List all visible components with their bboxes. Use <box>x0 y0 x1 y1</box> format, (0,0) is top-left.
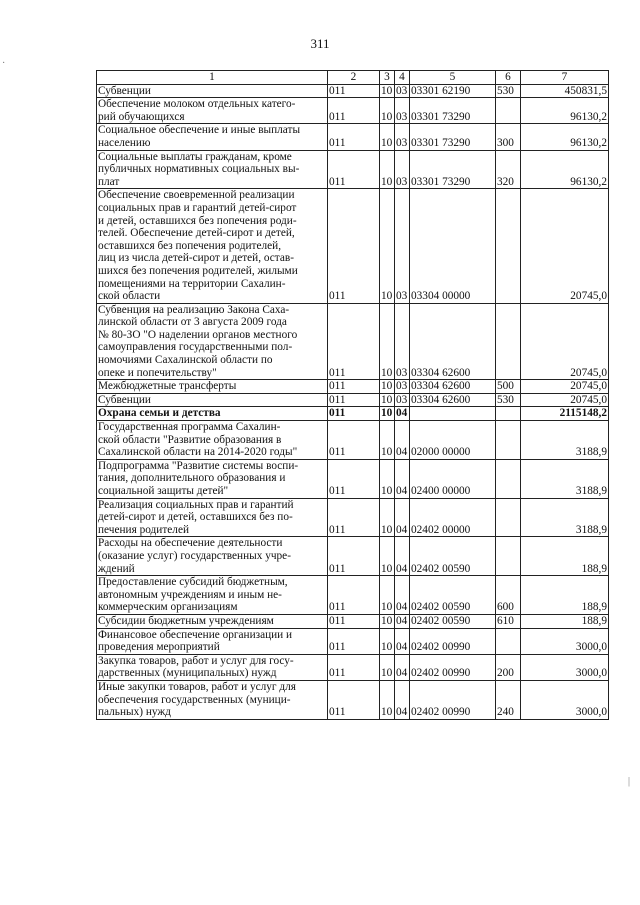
section-code-cell: 10 <box>380 680 395 719</box>
amount-cell: 96130,2 <box>521 98 609 124</box>
subsection-code-cell: 03 <box>395 98 410 124</box>
expense-name-cell <box>97 84 328 98</box>
ministry-code-cell: 011 <box>328 628 380 654</box>
expense-name-line: № 80-ЗО "О наделении органов местного <box>98 328 298 341</box>
subsection-code-cell: 03 <box>395 393 410 407</box>
table-row <box>97 576 609 615</box>
target-article-cell: 02402 00590 <box>410 537 496 576</box>
amount-cell: 20745,0 <box>521 189 609 303</box>
header-row <box>97 71 609 85</box>
target-article-cell: 03301 73290 <box>410 98 496 124</box>
target-article-cell <box>410 407 496 421</box>
expense-name-line: публичных нормативных социальных вы- <box>98 163 300 176</box>
section-code-cell: 10 <box>380 98 395 124</box>
expense-name-cell <box>97 459 328 498</box>
subsection-code-cell: 03 <box>395 380 410 394</box>
expense-name-line: помещениями на территории Сахалин- <box>98 277 286 290</box>
table-row <box>97 537 609 576</box>
expense-name-cell <box>97 393 328 407</box>
subsection-code-cell: 03 <box>395 189 410 303</box>
expense-name-line: плат <box>98 175 120 188</box>
expense-kind-cell <box>496 98 521 124</box>
amount-cell: 96130,2 <box>521 124 609 150</box>
expense-name-line: социальных прав и гарантий детей-сирот <box>98 201 297 214</box>
expense-name-line: Субвенции <box>98 84 151 97</box>
section-code-cell: 10 <box>380 614 395 628</box>
table-body <box>97 84 609 719</box>
expense-name-line: коммерческим организациям <box>98 601 238 614</box>
table-row <box>97 654 609 680</box>
expense-name-line: ской области <box>98 290 161 303</box>
column-header: 1 <box>97 71 328 85</box>
expense-kind-cell <box>496 628 521 654</box>
subsection-code-cell: 03 <box>395 84 410 98</box>
expense-name-line: Подпрограмма "Развитие системы воспи- <box>98 459 299 472</box>
expense-name-line: населению <box>98 136 151 149</box>
table-row <box>97 459 609 498</box>
target-article-cell: 02402 00990 <box>410 628 496 654</box>
section-code-cell: 10 <box>380 537 395 576</box>
table-row <box>97 380 609 394</box>
amount-cell: 96130,2 <box>521 150 609 189</box>
expense-kind-cell: 240 <box>496 680 521 719</box>
expense-name-line: и детей, оставшихся без попечения роди- <box>98 214 297 227</box>
table-row <box>97 189 609 303</box>
table-row <box>97 421 609 460</box>
section-code-cell: 10 <box>380 498 395 537</box>
expense-name-cell <box>97 380 328 394</box>
subsection-code-cell: 04 <box>395 628 410 654</box>
expense-name-cell <box>97 614 328 628</box>
ministry-code-cell: 011 <box>328 98 380 124</box>
expense-name-line: (оказание услуг) государственных учре- <box>98 549 291 562</box>
expense-name-line: Иные закупки товаров, работ и услуг для <box>98 680 296 693</box>
ministry-code-cell: 011 <box>328 124 380 150</box>
amount-cell: 20745,0 <box>521 303 609 380</box>
ministry-code-cell: 011 <box>328 654 380 680</box>
expense-name-line: Государственная программа Сахалин- <box>98 421 281 434</box>
expense-name-line: тания, дополнительного образования и <box>98 472 286 485</box>
target-article-cell: 03304 00000 <box>410 189 496 303</box>
section-code-cell: 10 <box>380 189 395 303</box>
section-code-cell: 10 <box>380 380 395 394</box>
expense-name-line: Охрана семьи и детства <box>98 407 221 420</box>
table-row <box>97 303 609 380</box>
table-row <box>97 84 609 98</box>
expense-name-line: оставшихся без попечения родителей, <box>98 239 282 252</box>
expense-kind-cell <box>496 537 521 576</box>
target-article-cell: 02000 00000 <box>410 421 496 460</box>
subsection-code-cell: 03 <box>395 150 410 189</box>
expense-name-line: ской области "Развитие образования в <box>98 433 282 446</box>
subsection-code-cell: 04 <box>395 614 410 628</box>
expense-kind-cell <box>496 407 521 421</box>
expense-kind-cell: 530 <box>496 393 521 407</box>
amount-cell: 3188,9 <box>521 459 609 498</box>
target-article-cell: 02402 00000 <box>410 498 496 537</box>
expense-name-line: печения родителей <box>98 523 189 536</box>
section-code-cell: 10 <box>380 628 395 654</box>
target-article-cell: 03301 73290 <box>410 150 496 189</box>
expense-name-line: Социальное обеспечение и иные выплаты <box>98 124 301 137</box>
expense-name-line: номочиями Сахалинской области по <box>98 354 273 367</box>
table-row <box>97 407 609 421</box>
column-header: 3 <box>380 71 395 85</box>
expense-kind-cell <box>496 459 521 498</box>
section-code-cell: 10 <box>380 576 395 615</box>
ministry-code-cell: 011 <box>328 393 380 407</box>
column-header: 7 <box>521 71 609 85</box>
subsection-code-cell: 03 <box>395 303 410 380</box>
expense-name-line: Субвенции <box>98 393 151 406</box>
section-code-cell: 10 <box>380 303 395 380</box>
subsection-code-cell: 04 <box>395 680 410 719</box>
expense-name-line: Сахалинской области на 2014-2020 годы" <box>98 446 298 459</box>
subsection-code-cell: 04 <box>395 407 410 421</box>
column-header: 4 <box>395 71 410 85</box>
subsection-code-cell: 04 <box>395 459 410 498</box>
expense-name-line: социальной защиты детей" <box>98 485 229 497</box>
table-row <box>97 498 609 537</box>
subsection-code-cell: 03 <box>395 124 410 150</box>
amount-cell: 2115148,2 <box>521 407 609 421</box>
expense-name-cell <box>97 421 328 460</box>
expense-name-cell <box>97 654 328 680</box>
expense-kind-cell: 600 <box>496 576 521 615</box>
target-article-cell: 02402 00990 <box>410 654 496 680</box>
expense-kind-cell: 320 <box>496 150 521 189</box>
expense-name-line: ждений <box>98 562 135 575</box>
table-row <box>97 150 609 189</box>
amount-cell: 188,9 <box>521 614 609 628</box>
ministry-code-cell: 011 <box>328 380 380 394</box>
expense-name-cell <box>97 537 328 576</box>
expense-name-line: Социальные выплаты гражданам, кроме <box>98 150 292 163</box>
table-row <box>97 124 609 150</box>
ministry-code-cell: 011 <box>328 407 380 421</box>
expense-name-line: Обеспечение молоком отдельных катего- <box>98 98 296 111</box>
ministry-code-cell: 011 <box>328 303 380 380</box>
expense-name-line: телей. Обеспечение детей-сирот и детей, <box>98 227 295 240</box>
ministry-code-cell: 011 <box>328 680 380 719</box>
table-row <box>97 393 609 407</box>
expense-name-line: Субвенция на реализацию Закона Саха- <box>98 303 290 316</box>
expense-name-cell <box>97 680 328 719</box>
expense-name-cell <box>97 576 328 615</box>
expense-kind-cell <box>496 303 521 380</box>
expense-name-line: проведения мероприятий <box>98 641 220 654</box>
target-article-cell: 02402 00590 <box>410 576 496 615</box>
table-row <box>97 628 609 654</box>
expense-name-cell <box>97 189 328 303</box>
expense-name-line: Реализация социальных прав и гарантий <box>98 498 294 511</box>
subsection-code-cell: 04 <box>395 654 410 680</box>
expense-name-cell <box>97 628 328 654</box>
expense-name-line: Предоставление субсидий бюджетным, <box>98 576 288 589</box>
expense-kind-cell: 300 <box>496 124 521 150</box>
expense-name-line: обеспечения государственных (муници- <box>98 693 291 706</box>
subsection-code-cell: 04 <box>395 498 410 537</box>
target-article-cell: 02402 00990 <box>410 680 496 719</box>
expense-kind-cell <box>496 421 521 460</box>
amount-cell: 188,9 <box>521 576 609 615</box>
ministry-code-cell: 011 <box>328 84 380 98</box>
expense-name-line: Межбюджетные трансферты <box>98 380 237 393</box>
ministry-code-cell: 011 <box>328 576 380 615</box>
target-article-cell: 02402 00590 <box>410 614 496 628</box>
target-article-cell: 03304 62600 <box>410 303 496 380</box>
table-row <box>97 614 609 628</box>
expense-name-line: Закупка товаров, работ и услуг для госу- <box>98 654 294 667</box>
section-code-cell: 10 <box>380 124 395 150</box>
scan-artifact: | <box>628 776 631 787</box>
target-article-cell: 02400 00000 <box>410 459 496 498</box>
budget-table <box>96 70 609 720</box>
expense-name-line: дарственных (муниципальных) нужд <box>98 667 277 680</box>
expense-kind-cell: 530 <box>496 84 521 98</box>
expense-name-line: шихся без попечения родителей, жилыми <box>98 264 298 277</box>
expense-name-line: линской области от 3 августа 2009 года <box>98 316 287 329</box>
expense-name-line: опеке и попечительству" <box>98 366 217 379</box>
section-code-cell: 10 <box>380 421 395 460</box>
expense-name-line: Субсидии бюджетным учреждениям <box>98 614 274 627</box>
expense-kind-cell <box>496 189 521 303</box>
section-code-cell: 10 <box>380 84 395 98</box>
ministry-code-cell: 011 <box>328 537 380 576</box>
amount-cell: 20745,0 <box>521 393 609 407</box>
expense-kind-cell: 610 <box>496 614 521 628</box>
subsection-code-cell: 04 <box>395 537 410 576</box>
expense-name-line: лиц из числа детей-сирот и детей, остав- <box>98 252 294 265</box>
target-article-cell: 03304 62600 <box>410 393 496 407</box>
target-article-cell: 03301 73290 <box>410 124 496 150</box>
expense-name-line: самоуправления государственными пол- <box>98 341 293 354</box>
expense-kind-cell <box>496 498 521 537</box>
ministry-code-cell: 011 <box>328 614 380 628</box>
expense-name-line: рий обучающихся <box>98 110 185 123</box>
amount-cell: 20745,0 <box>521 380 609 394</box>
amount-cell: 3188,9 <box>521 498 609 537</box>
subsection-code-cell: 04 <box>395 576 410 615</box>
section-code-cell: 10 <box>380 393 395 407</box>
ministry-code-cell: 011 <box>328 459 380 498</box>
ministry-code-cell: 011 <box>328 498 380 537</box>
expense-name-cell <box>97 124 328 150</box>
expense-name-line: Финансовое обеспечение организации и <box>98 628 293 641</box>
section-code-cell: 10 <box>380 407 395 421</box>
amount-cell: 188,9 <box>521 537 609 576</box>
expense-name-line: автономным учреждениям и иным не- <box>98 588 282 601</box>
scan-artifact: · <box>2 58 6 69</box>
section-code-cell: 10 <box>380 654 395 680</box>
amount-cell: 3000,0 <box>521 680 609 719</box>
expense-kind-cell: 500 <box>496 380 521 394</box>
expense-name-line: Обеспечение своевременной реализации <box>98 189 295 202</box>
page-number: 311 <box>310 36 330 51</box>
expense-name-line: Расходы на обеспечение деятельности <box>98 537 283 550</box>
ministry-code-cell: 011 <box>328 421 380 460</box>
table-row <box>97 98 609 124</box>
expense-name-cell <box>97 98 328 124</box>
expense-name-cell <box>97 498 328 537</box>
subsection-code-cell: 04 <box>395 421 410 460</box>
amount-cell: 3000,0 <box>521 654 609 680</box>
column-header: 2 <box>328 71 380 85</box>
target-article-cell: 03304 62600 <box>410 380 496 394</box>
amount-cell: 450831,5 <box>521 84 609 98</box>
expense-name-cell <box>97 407 328 421</box>
section-code-cell: 10 <box>380 459 395 498</box>
expense-name-cell <box>97 303 328 380</box>
ministry-code-cell: 011 <box>328 150 380 189</box>
expense-name-line: детей-сирот и детей, оставшихся без по- <box>98 511 293 524</box>
expense-name-cell <box>97 150 328 189</box>
amount-cell: 3000,0 <box>521 628 609 654</box>
target-article-cell: 03301 62190 <box>410 84 496 98</box>
table-row <box>97 680 609 719</box>
column-header: 5 <box>410 71 496 85</box>
expense-name-line: пальных) нужд <box>98 706 171 719</box>
column-header: 6 <box>496 71 521 85</box>
section-code-cell: 10 <box>380 150 395 189</box>
ministry-code-cell: 011 <box>328 189 380 303</box>
amount-cell: 3188,9 <box>521 421 609 460</box>
expense-kind-cell: 200 <box>496 654 521 680</box>
